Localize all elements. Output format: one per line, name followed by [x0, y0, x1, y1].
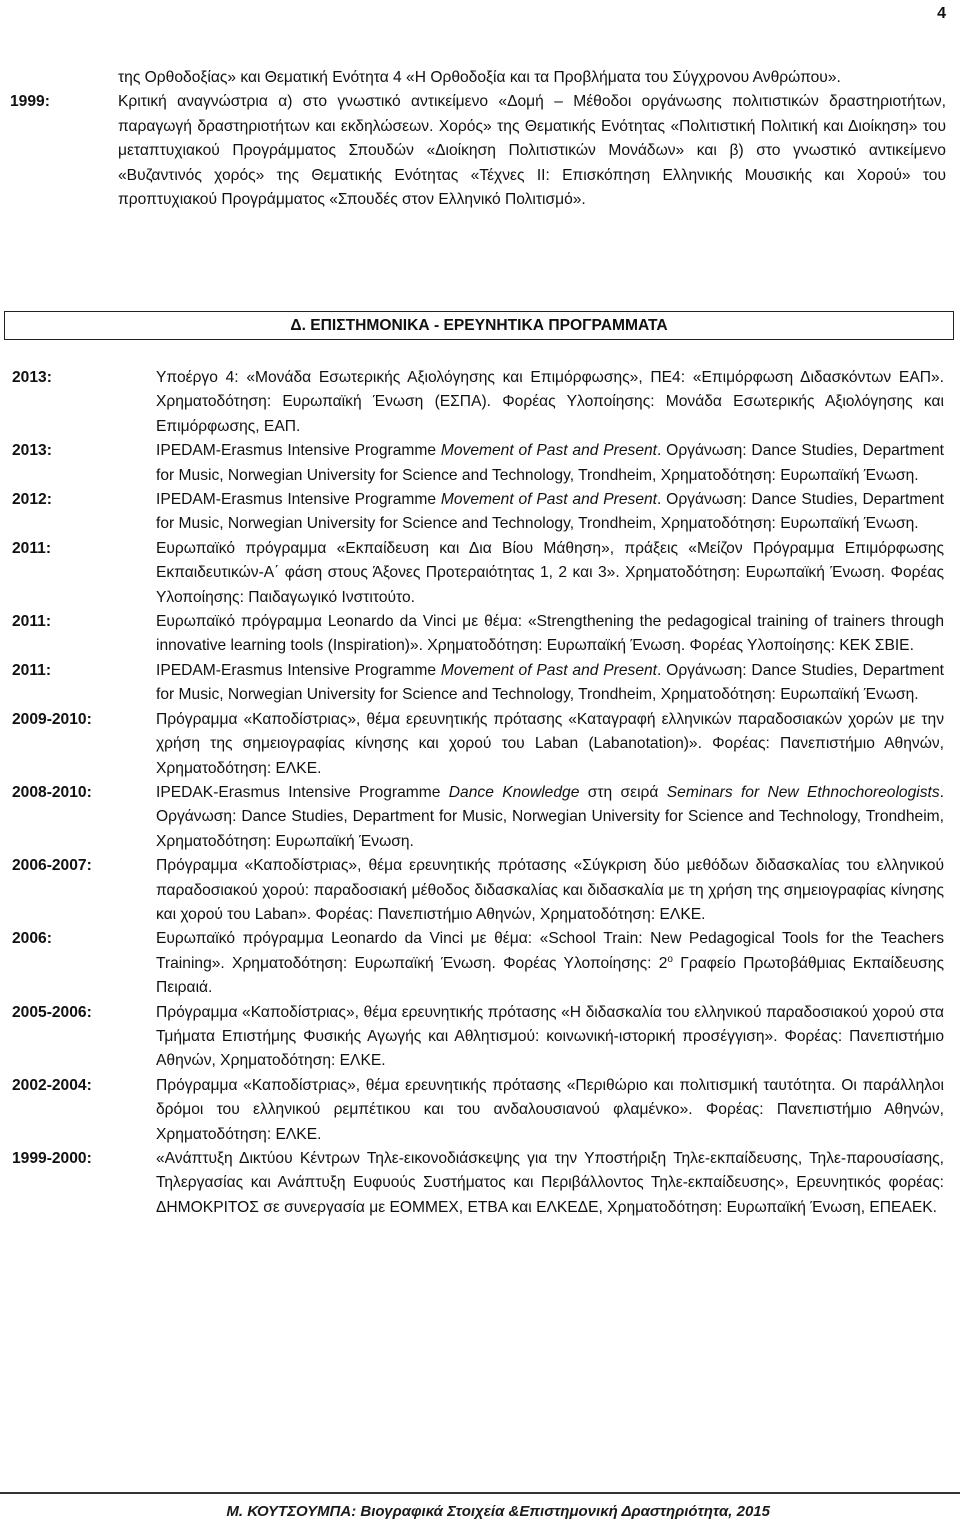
entry-text-part: IPEDAM-Erasmus Intensive Programme — [156, 661, 441, 679]
entry-text-part: . Οργάνωση: Dance Studies, Department for Music, Norwegian University for Science and Technology, Trondheim, Χρηματοδότηση: Ευρωπαϊκή Ένωση. — [156, 661, 944, 704]
entry-text — [156, 488, 944, 537]
list-item — [12, 537, 944, 610]
entry-year: 2005-2006: — [12, 1003, 92, 1021]
section-title: Δ. ΕΠΙΣΤΗΜΟΝΙΚΑ - ΕΡΕΥΝΗΤΙΚΑ ΠΡΟΓΡΑΜΜΑΤΑ — [4, 311, 954, 340]
entry-text-part: . Οργάνωση: Dance Studies, Department for Music, Norwegian University for Science and Technology, Trondheim, Χρηματοδότηση: Ευρωπαϊκή Ένωση. — [156, 491, 944, 533]
list-item — [12, 854, 944, 927]
entry-year: 2013: — [12, 369, 52, 386]
ordinal-superscript: ο — [667, 953, 673, 965]
entry-text: Πρόγραμμα «Καποδίστριας», θέμα ερευνητικής πρότασης «Περιθώριο και πολιτισμική ταυτότητα. Οι παράλληλοι δρόμοι του ελληνικού ρεμπέτικου και του ανδαλουσιανού φλαμένκο». Φορέας: Πανεπιστήμιο Αθηνών, Χρηματοδότηση: ΕΛΚΕ. — [156, 1076, 944, 1143]
entry-year: 1999: — [10, 93, 50, 111]
list-item — [12, 1074, 944, 1147]
list-item — [12, 927, 944, 1000]
entry-text-part: . Οργάνωση: Dance Studies, Department for Music, Norwegian University for Science and Technology, Trondheim, Χρηματοδότηση: Ευρωπαϊκή Ένωση. — [156, 783, 944, 850]
list-item — [12, 659, 944, 708]
entry-text: Κριτική αναγνώστρια α) στο γνωστικό αντικείμενο «Δομή – Μέθοδοι οργάνωσης πολιτιστικών δραστηριοτήτων, παραγωγή δραστηριοτήτων και εκδηλώσεων. Χορός» της Θεματικής Ενότητας «Πολιτιστική Πολιτική και Διοίκηση» του μεταπτυχιακού Προγράμματος Σπουδών «Διοίκηση Πολιτιστικών Μονάδων» και β) στο γνωστικό αντικείμενο «Βυζαντινός χορός» της Θεματικής Ενότητας «Τέχνες ΙΙ: Επισκόπηση Ελληνικής Μουσικής και Χορού» του προπτυχιακού Προγράμματος «Σπουδές στον Ελληνικό Πολιτισμό». — [118, 93, 946, 209]
entry-year: 2008-2010: — [12, 783, 92, 801]
entry-text: Πρόγραμμα «Καποδίστριας», θέμα ερευνητικής πρότασης «Σύγκριση δύο μεθόδων διδασκαλίας του ελληνικού παραδοσιακού χορού: παραδοσιακή μέθοδος διδασκαλίας και διδασκαλία με τη χρήση της σημειογραφίας κίνησης και χορού του Laban». Φορέας: Πανεπιστήμιο Αθηνών, Χρηματοδότηση: ΕΛΚΕ. — [156, 857, 944, 923]
entry-year: 2006-2007: — [12, 857, 92, 875]
entry-year: 2006: — [12, 930, 52, 948]
entry-text-part: Ευρωπαϊκό πρόγραμμα Leonardo da Vinci με θέμα: «School Train: New Pedagogical Tools for the Teachers Training». Χρηματοδότηση: Ευρωπαϊκή Ένωση. Φορέας Υλοποίησης: 2 — [156, 930, 944, 972]
page-footer: Μ. ΚΟΥΤΣΟΥΜΠΑ: Βιογραφικά Στοιχεία &Επιστημονική Δραστηριότητα, 2015 — [0, 1492, 960, 1531]
entry-text: Ευρωπαϊκό πρόγραμμα Leonardo da Vinci με θέμα: «Strengthening the pedagogical training of trainers through innovative learning tools (Inspiration)». Χρηματοδότηση: Ευρωπαϊκή Ένωση. Φορέας Υλοποίησης: ΚΕΚ ΣΒΙΕ. — [156, 613, 944, 655]
list-item — [12, 708, 944, 781]
intro-entry — [10, 90, 946, 212]
entry-year: 2009-2010: — [12, 710, 92, 728]
list-item — [12, 1001, 944, 1074]
list-item — [12, 366, 944, 439]
list-item — [12, 488, 944, 537]
intro-continuation: της Ορθοδοξίας» και Θεματική Ενότητα 4 «Η Ορθοδοξία και τα Προβλήματα του Σύγχρονου Ανθρώπου». — [118, 69, 841, 86]
entry-year: 2013: — [12, 442, 52, 460]
entry-text: Ευρωπαϊκό πρόγραμμα «Εκπαίδευση και Δια Βίου Μάθηση», πράξεις «Μείζον Πρόγραμμα Επιμόρφωσης Εκπαιδευτικών-Α΄ φάση στους Άξονες Προτεραιότητας 1, 2 και 3». Χρηματοδότηση: Ευρωπαϊκή Ένωση. Φορέας Υλοποίησης: Παιδαγωγικό Ινστιτούτο. — [156, 539, 944, 606]
programme-title: Movement of Past and Present — [440, 491, 658, 509]
entry-text — [156, 927, 944, 1000]
entry-text: Υποέργο 4: «Μονάδα Εσωτερικής Αξιολόγησης και Επιμόρφωσης», ΠΕ4: «Επιμόρφωση Διδασκόντων ΕΑΠ». Χρηματοδότηση: Ευρωπαϊκή Ένωση (ΕΣΠΑ). Φορέας Υλοποίησης: Μονάδα Εσωτερικής Αξιολόγησης και Επιμόρφωσης, ΕΑΠ. — [156, 369, 944, 435]
list-item — [12, 610, 944, 659]
entry-year: 2011: — [12, 661, 52, 679]
programme-title: Movement of Past and Present — [440, 442, 658, 460]
entry-year: 2012: — [12, 491, 52, 509]
entry-text: Πρόγραμμα «Καποδίστριας», θέμα ερευνητικής πρότασης «Η διδασκαλία του ελληνικού παραδοσιακού χορού στα Τμήματα Επιστήμης Φυσικής Αγωγής και Αθλητισμού: κοινωνική-ιστορική προσέγγιση». Φορέας: Πανεπιστήμιο Αθηνών, Χρηματοδότηση: ΕΛΚΕ. — [156, 1003, 944, 1070]
entry-text-part: IPEDAK-Erasmus Intensive Programme — [156, 783, 449, 801]
intro-block — [10, 66, 946, 212]
programme-title: Movement of Past and Present — [440, 661, 658, 679]
entry-text — [156, 439, 944, 488]
entry-year: 1999-2000: — [12, 1150, 92, 1167]
entry-year: 2002-2004: — [12, 1076, 92, 1094]
entry-text-part: . Οργάνωση: Dance Studies, Department for Music, Norwegian University for Science and Technology, Trondheim, Χρηματοδότηση: Ευρωπαϊκή Ένωση. — [156, 442, 944, 484]
entry-text — [156, 781, 944, 854]
list-item — [12, 1147, 944, 1220]
entry-text-part: στη σειρά — [579, 783, 667, 801]
projects-list — [12, 366, 944, 1220]
list-item — [12, 439, 944, 488]
entry-text: «Ανάπτυξη Δικτύου Κέντρων Τηλε-εικονοδιάσκεψης για την Υποστήριξη Τηλε-εκπαίδευσης, Τηλε-παρουσίασης, Τηλεργασίας και Ανάπτυξη Ευφυούς Συστήματος και Περιβάλλοντος Τηλε-εκπαίδευσης», Ερευνητικός φορέας: ΔΗΜΟΚΡΙΤΟΣ σε συνεργασία με ΕΟΜΜΕΧ, ΕΤΒΑ και ΕΛΚΕΔΕ, Χρηματοδότηση: Ευρωπαϊκή Ένωση, ΕΠΕΑΕΚ. — [156, 1150, 944, 1216]
entry-text: Πρόγραμμα «Καποδίστριας», θέμα ερευνητικής πρότασης «Καταγραφή ελληνικών παραδοσιακών χορών με την χρήση της σημειογραφίας κίνησης και χορού του Laban (Labanotation)». Φορέας: Πανεπιστήμιο Αθηνών, Χρηματοδότηση: ΕΛΚΕ. — [156, 710, 944, 777]
entry-text-part: IPEDAM-Erasmus Intensive Programme — [156, 491, 441, 509]
page-number: 4 — [937, 5, 946, 22]
entry-year: 2011: — [12, 613, 52, 631]
list-item — [12, 781, 944, 854]
entry-year: 2011: — [12, 539, 52, 557]
series-title: Seminars for New Ethnochoreologists — [666, 783, 940, 801]
programme-title: Dance Knowledge — [448, 783, 580, 801]
entry-text-part: Γραφείο Πρωτοβάθμιας Εκπαίδευσης Πειραιά. — [156, 954, 944, 997]
entry-text-part: IPEDAM-Erasmus Intensive Programme — [156, 442, 441, 460]
entry-text — [156, 659, 944, 708]
